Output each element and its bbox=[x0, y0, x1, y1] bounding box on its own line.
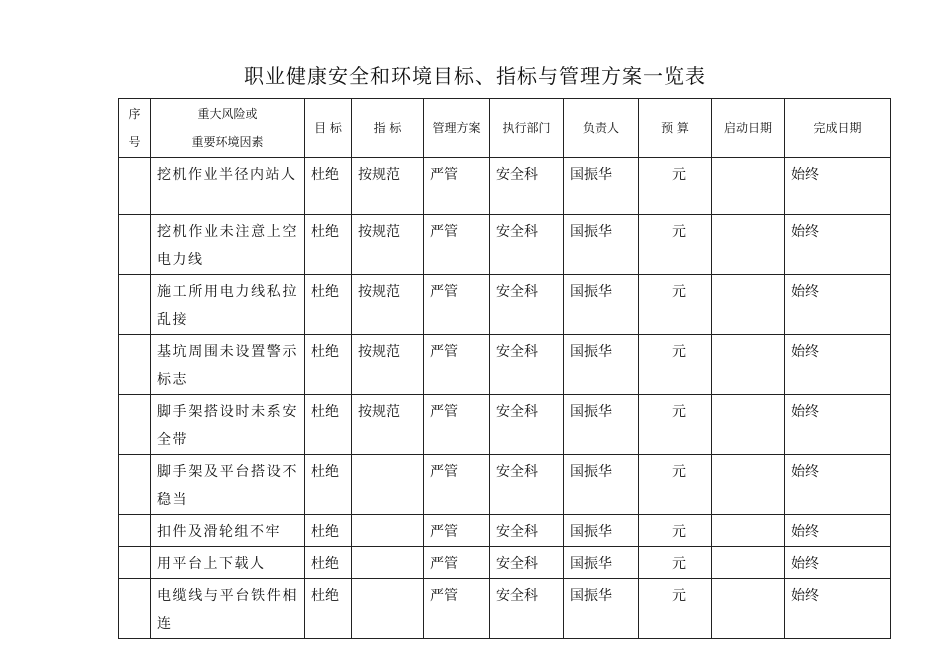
indicator-cell bbox=[352, 158, 424, 215]
dept-cell-text: 安全科 bbox=[496, 464, 538, 480]
plan-cell-text: 严管 bbox=[430, 588, 458, 604]
header-finish: 完成日期 bbox=[785, 99, 891, 158]
plan-cell-text: 严管 bbox=[430, 524, 458, 540]
header-risk-line1: 重大风险或 bbox=[197, 107, 258, 121]
indicator-cell-text bbox=[352, 455, 423, 458]
budget-cell bbox=[639, 395, 712, 455]
indicator-cell bbox=[352, 215, 424, 275]
dept-cell bbox=[490, 547, 564, 579]
plan-cell-text: 严管 bbox=[430, 344, 458, 360]
indicator-cell bbox=[352, 579, 424, 639]
budget-cell bbox=[639, 515, 712, 547]
target-cell-text: 杜绝 bbox=[311, 556, 339, 572]
risk-cell-text: 电缆线与平台铁件相连 bbox=[157, 588, 298, 632]
dept-cell-text: 安全科 bbox=[496, 167, 538, 183]
indicator-cell-text bbox=[352, 547, 423, 550]
owner-cell bbox=[564, 395, 639, 455]
start-cell bbox=[712, 547, 785, 579]
risk-cell bbox=[151, 335, 305, 395]
target-cell-text: 杜绝 bbox=[311, 524, 339, 540]
target-cell bbox=[305, 455, 352, 515]
seq-cell-text bbox=[119, 455, 150, 458]
target-cell-text: 杜绝 bbox=[311, 167, 339, 183]
budget-cell bbox=[639, 579, 712, 639]
indicator-cell bbox=[352, 395, 424, 455]
risk-cell bbox=[151, 455, 305, 515]
risk-cell bbox=[151, 158, 305, 215]
plan-cell bbox=[424, 579, 490, 639]
seq-cell-text bbox=[119, 515, 150, 518]
risk-cell-text: 基坑周围未设置警示标志 bbox=[157, 344, 298, 388]
start-cell-text bbox=[712, 515, 784, 518]
finish-cell-text: 始终 bbox=[791, 344, 819, 360]
budget-cell-text: 元 bbox=[672, 224, 686, 240]
target-cell bbox=[305, 579, 352, 639]
budget-cell-text: 元 bbox=[672, 464, 686, 480]
seq-cell-text bbox=[119, 395, 150, 398]
indicator-cell bbox=[352, 515, 424, 547]
risk-cell-text: 脚手架及平台搭设不稳当 bbox=[157, 464, 298, 508]
plan-cell-text: 严管 bbox=[430, 224, 458, 240]
dept-cell-text: 安全科 bbox=[496, 556, 538, 572]
seq-cell bbox=[119, 395, 151, 455]
budget-cell-text: 元 bbox=[672, 284, 686, 300]
header-budget: 预 算 bbox=[639, 99, 712, 158]
dept-cell bbox=[490, 515, 564, 547]
indicator-cell bbox=[352, 335, 424, 395]
dept-cell-text: 安全科 bbox=[496, 588, 538, 604]
start-cell-text bbox=[712, 579, 784, 582]
finish-cell bbox=[785, 215, 891, 275]
owner-cell-text: 国振华 bbox=[570, 588, 612, 604]
start-cell-text bbox=[712, 215, 784, 218]
target-cell-text: 杜绝 bbox=[311, 588, 339, 604]
start-cell-text bbox=[712, 455, 784, 458]
dept-cell bbox=[490, 158, 564, 215]
risk-cell bbox=[151, 275, 305, 335]
seq-cell-text bbox=[119, 335, 150, 338]
dept-cell-text: 安全科 bbox=[496, 404, 538, 420]
owner-cell bbox=[564, 215, 639, 275]
plan-cell bbox=[424, 547, 490, 579]
budget-cell-text: 元 bbox=[672, 588, 686, 604]
table-row bbox=[119, 515, 891, 547]
dept-cell bbox=[490, 275, 564, 335]
header-seq bbox=[119, 99, 151, 158]
target-cell-text: 杜绝 bbox=[311, 224, 339, 240]
risk-cell-text: 挖机作业未注意上空电力线 bbox=[157, 224, 298, 268]
finish-cell-text: 始终 bbox=[791, 404, 819, 420]
seq-cell bbox=[119, 158, 151, 215]
table-row bbox=[119, 215, 891, 275]
page-title: 职业健康安全和环境目标、指标与管理方案一览表 bbox=[244, 64, 706, 88]
indicator-cell bbox=[352, 275, 424, 335]
dept-cell bbox=[490, 395, 564, 455]
risk-cell bbox=[151, 547, 305, 579]
indicator-cell-text: 按规范 bbox=[358, 167, 400, 183]
budget-cell-text: 元 bbox=[672, 404, 686, 420]
plan-cell bbox=[424, 395, 490, 455]
start-cell bbox=[712, 275, 785, 335]
indicator-cell-text: 按规范 bbox=[358, 224, 400, 240]
indicator-cell bbox=[352, 455, 424, 515]
finish-cell bbox=[785, 395, 891, 455]
finish-cell bbox=[785, 335, 891, 395]
budget-cell-text: 元 bbox=[672, 556, 686, 572]
finish-cell-text: 始终 bbox=[791, 464, 819, 480]
start-cell-text bbox=[712, 547, 784, 550]
dept-cell-text: 安全科 bbox=[496, 344, 538, 360]
table-body bbox=[119, 158, 891, 639]
dept-cell-text: 安全科 bbox=[496, 284, 538, 300]
header-seq-line2: 号 bbox=[128, 135, 141, 149]
target-cell-text: 杜绝 bbox=[311, 344, 339, 360]
indicator-cell bbox=[352, 547, 424, 579]
risk-cell-text: 挖机作业半径内站人 bbox=[157, 167, 297, 183]
risk-cell bbox=[151, 395, 305, 455]
owner-cell-text: 国振华 bbox=[570, 556, 612, 572]
plan-cell bbox=[424, 215, 490, 275]
table-row bbox=[119, 579, 891, 639]
header-start: 启动日期 bbox=[712, 99, 785, 158]
objectives-table bbox=[118, 98, 891, 639]
owner-cell bbox=[564, 275, 639, 335]
owner-cell bbox=[564, 455, 639, 515]
budget-cell bbox=[639, 158, 712, 215]
header-dept: 执行部门 bbox=[490, 99, 564, 158]
target-cell bbox=[305, 395, 352, 455]
seq-cell-text bbox=[119, 158, 150, 161]
finish-cell bbox=[785, 579, 891, 639]
seq-cell bbox=[119, 275, 151, 335]
target-cell-text: 杜绝 bbox=[311, 404, 339, 420]
plan-cell-text: 严管 bbox=[430, 556, 458, 572]
start-cell bbox=[712, 335, 785, 395]
budget-cell bbox=[639, 455, 712, 515]
budget-cell-text: 元 bbox=[672, 344, 686, 360]
indicator-cell-text: 按规范 bbox=[358, 404, 400, 420]
header-row bbox=[119, 99, 891, 158]
owner-cell-text: 国振华 bbox=[570, 167, 612, 183]
dept-cell-text: 安全科 bbox=[496, 524, 538, 540]
budget-cell-text: 元 bbox=[672, 167, 686, 183]
header-risk-line2: 重要环境因素 bbox=[191, 135, 264, 149]
target-cell-text: 杜绝 bbox=[311, 284, 339, 300]
table-row bbox=[119, 158, 891, 215]
plan-cell bbox=[424, 455, 490, 515]
risk-cell-text: 用平台上下载人 bbox=[157, 556, 266, 572]
seq-cell bbox=[119, 579, 151, 639]
risk-cell bbox=[151, 515, 305, 547]
finish-cell bbox=[785, 275, 891, 335]
budget-cell bbox=[639, 335, 712, 395]
plan-cell bbox=[424, 158, 490, 215]
finish-cell bbox=[785, 547, 891, 579]
owner-cell-text: 国振华 bbox=[570, 344, 612, 360]
finish-cell-text: 始终 bbox=[791, 224, 819, 240]
target-cell bbox=[305, 515, 352, 547]
header-target: 目 标 bbox=[305, 99, 352, 158]
header-owner: 负责人 bbox=[564, 99, 639, 158]
seq-cell bbox=[119, 515, 151, 547]
owner-cell-text: 国振华 bbox=[570, 404, 612, 420]
target-cell bbox=[305, 158, 352, 215]
header-risk bbox=[151, 99, 305, 158]
plan-cell-text: 严管 bbox=[430, 464, 458, 480]
plan-cell bbox=[424, 515, 490, 547]
header-seq-line1: 序 bbox=[128, 107, 141, 121]
risk-cell-text: 扣件及滑轮组不牢 bbox=[157, 524, 281, 540]
target-cell bbox=[305, 215, 352, 275]
plan-cell-text: 严管 bbox=[430, 167, 458, 183]
budget-cell bbox=[639, 275, 712, 335]
plan-cell-text: 严管 bbox=[430, 284, 458, 300]
seq-cell bbox=[119, 335, 151, 395]
start-cell-text bbox=[712, 335, 784, 338]
indicator-cell-text bbox=[352, 579, 423, 582]
owner-cell bbox=[564, 579, 639, 639]
owner-cell bbox=[564, 515, 639, 547]
start-cell bbox=[712, 515, 785, 547]
seq-cell bbox=[119, 215, 151, 275]
owner-cell-text: 国振华 bbox=[570, 524, 612, 540]
start-cell-text bbox=[712, 275, 784, 278]
finish-cell-text: 始终 bbox=[791, 588, 819, 604]
start-cell bbox=[712, 215, 785, 275]
budget-cell bbox=[639, 215, 712, 275]
indicator-cell-text: 按规范 bbox=[358, 284, 400, 300]
seq-cell-text bbox=[119, 215, 150, 218]
owner-cell-text: 国振华 bbox=[570, 224, 612, 240]
plan-cell bbox=[424, 335, 490, 395]
finish-cell bbox=[785, 455, 891, 515]
finish-cell-text: 始终 bbox=[791, 556, 819, 572]
target-cell-text: 杜绝 bbox=[311, 464, 339, 480]
dept-cell bbox=[490, 215, 564, 275]
start-cell bbox=[712, 395, 785, 455]
seq-cell-text bbox=[119, 579, 150, 582]
budget-cell-text: 元 bbox=[672, 524, 686, 540]
target-cell bbox=[305, 547, 352, 579]
header-plan: 管理方案 bbox=[424, 99, 490, 158]
budget-cell bbox=[639, 547, 712, 579]
risk-cell bbox=[151, 215, 305, 275]
plan-cell bbox=[424, 275, 490, 335]
seq-cell-text bbox=[119, 547, 150, 550]
indicator-cell-text bbox=[352, 515, 423, 518]
table-row bbox=[119, 335, 891, 395]
target-cell bbox=[305, 275, 352, 335]
finish-cell bbox=[785, 158, 891, 215]
finish-cell-text: 始终 bbox=[791, 167, 819, 183]
seq-cell bbox=[119, 455, 151, 515]
start-cell-text bbox=[712, 395, 784, 398]
start-cell bbox=[712, 455, 785, 515]
dept-cell bbox=[490, 335, 564, 395]
header-indicator: 指 标 bbox=[352, 99, 424, 158]
finish-cell-text: 始终 bbox=[791, 524, 819, 540]
risk-cell-text: 施工所用电力线私拉乱接 bbox=[157, 284, 298, 328]
finish-cell-text: 始终 bbox=[791, 284, 819, 300]
risk-cell bbox=[151, 579, 305, 639]
owner-cell bbox=[564, 547, 639, 579]
target-cell bbox=[305, 335, 352, 395]
owner-cell bbox=[564, 158, 639, 215]
finish-cell bbox=[785, 515, 891, 547]
plan-cell-text: 严管 bbox=[430, 404, 458, 420]
owner-cell-text: 国振华 bbox=[570, 464, 612, 480]
table-row bbox=[119, 275, 891, 335]
start-cell bbox=[712, 158, 785, 215]
dept-cell bbox=[490, 455, 564, 515]
risk-cell-text: 脚手架搭设时未系安全带 bbox=[157, 404, 298, 448]
start-cell bbox=[712, 579, 785, 639]
seq-cell bbox=[119, 547, 151, 579]
start-cell-text bbox=[712, 158, 784, 161]
indicator-cell-text: 按规范 bbox=[358, 344, 400, 360]
dept-cell-text: 安全科 bbox=[496, 224, 538, 240]
seq-cell-text bbox=[119, 275, 150, 278]
owner-cell bbox=[564, 335, 639, 395]
table-row bbox=[119, 395, 891, 455]
table-row bbox=[119, 547, 891, 579]
table-row bbox=[119, 455, 891, 515]
dept-cell bbox=[490, 579, 564, 639]
owner-cell-text: 国振华 bbox=[570, 284, 612, 300]
